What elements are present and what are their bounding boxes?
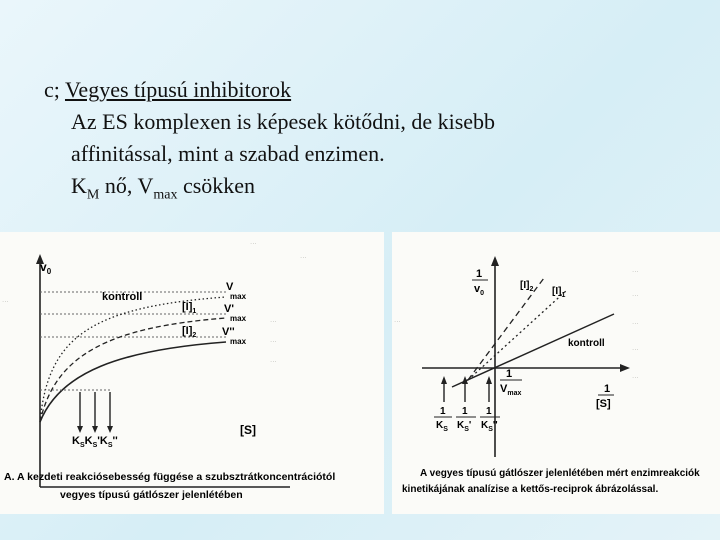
svg-text:KS: $K_S$	[436, 420, 448, 433]
ks-double-prime-arrowhead	[107, 426, 113, 433]
svg-text:Vmax: $V_{max}$	[500, 383, 522, 397]
heading-title: Vegyes típusú inhibitorok	[64, 77, 292, 102]
i1-line	[468, 290, 567, 380]
svg-text:...: ...	[632, 265, 639, 274]
ks-prime-arrowhead	[92, 426, 98, 433]
right-caption-line-1: A vegyes típusú gátlószer jelenlétében mért enzimreakciók	[420, 468, 700, 479]
ks-prime-intercept-label	[456, 406, 476, 433]
svg-text:1: 1	[476, 268, 483, 280]
kontroll-label: kontroll	[102, 291, 143, 303]
kontroll-line	[452, 314, 614, 387]
svg-text:v0: $v_0$	[474, 283, 485, 297]
vmax-label: V max	[226, 281, 247, 301]
y-axis-label	[472, 268, 488, 297]
i1-label: $[I]_1$	[552, 286, 566, 299]
ks-intercept-label	[434, 406, 452, 433]
i1-label: $[I]_1$	[182, 301, 197, 315]
svg-text:1: 1	[462, 406, 468, 417]
background-ghost-text	[394, 265, 639, 380]
left-caption-line-1: A. A kezdeti reakciósebesség függése a szubsztrátkoncentrációtól	[4, 471, 336, 483]
ks-labels: $K_SK_S'K_S''$	[72, 435, 118, 449]
x-axis-arrow	[620, 364, 630, 372]
svg-text:1: 1	[486, 406, 492, 417]
ks-double-prime-intercept-label	[480, 406, 500, 433]
svg-text:...: ...	[394, 315, 401, 324]
svg-text:...: ...	[632, 343, 639, 352]
svg-text:...: ...	[632, 289, 639, 298]
kontroll-curve	[40, 297, 226, 422]
ks-arrowhead	[77, 426, 83, 433]
x-axis-label	[596, 383, 614, 410]
lineweaver-burk-figure	[392, 232, 720, 514]
kontroll-label: kontroll	[568, 338, 605, 349]
i2-label: $[I]_2$	[182, 325, 197, 339]
x-axis-label: [S]	[240, 423, 256, 437]
svg-text:...: ...	[250, 237, 257, 246]
svg-text:1: 1	[506, 368, 513, 380]
slide-text	[44, 74, 495, 211]
description-line-1: Az ES komplexen is képesek kötődni, de kisebb	[71, 109, 496, 134]
svg-text:[S]: [S]	[596, 398, 611, 410]
km-vmax-line: $K_M$ nő, $V_{max}$ csökken	[71, 173, 256, 203]
svg-text:...: ...	[2, 295, 9, 304]
svg-text:1: 1	[440, 406, 446, 417]
svg-text:1: 1	[604, 383, 611, 395]
svg-text:KS': $K_S'$	[457, 420, 472, 433]
y-axis-label: $v_0$	[40, 260, 52, 276]
background-ghost-text	[2, 237, 307, 364]
vmax-prime-label: V' max	[224, 303, 247, 323]
left-caption-line-2: vegyes típusú gátlószer jelenlétében	[60, 489, 243, 501]
michaelis-menten-figure	[0, 232, 384, 514]
svg-text:KS'': $K_S''$	[481, 420, 498, 433]
i2-label: $[I]_2$	[520, 280, 534, 293]
svg-text:...: ...	[270, 355, 277, 364]
svg-text:...: ...	[270, 315, 277, 324]
svg-text:...: ...	[632, 371, 639, 380]
description-line-2: affinitással, mint a szabad enzimen.	[71, 141, 385, 166]
ks-double-prime-intercept-arrowhead	[486, 376, 492, 384]
svg-text:...: ...	[270, 335, 277, 344]
ks-intercept-arrowhead	[441, 376, 447, 384]
slide-heading: c; Vegyes típusú inhibitorok	[44, 77, 292, 102]
svg-text:...: ...	[300, 251, 307, 260]
i1-curve	[40, 318, 226, 422]
svg-text:...: ...	[632, 317, 639, 326]
i2-curve	[40, 342, 226, 422]
vmax-intercept-label	[500, 368, 522, 397]
vmax-double-prime-label: V'' max	[222, 326, 247, 346]
y-axis-arrow	[491, 256, 499, 266]
right-caption-line-2: kinetikájának analízise a kettős-reciprok ábrázolással.	[402, 484, 659, 495]
